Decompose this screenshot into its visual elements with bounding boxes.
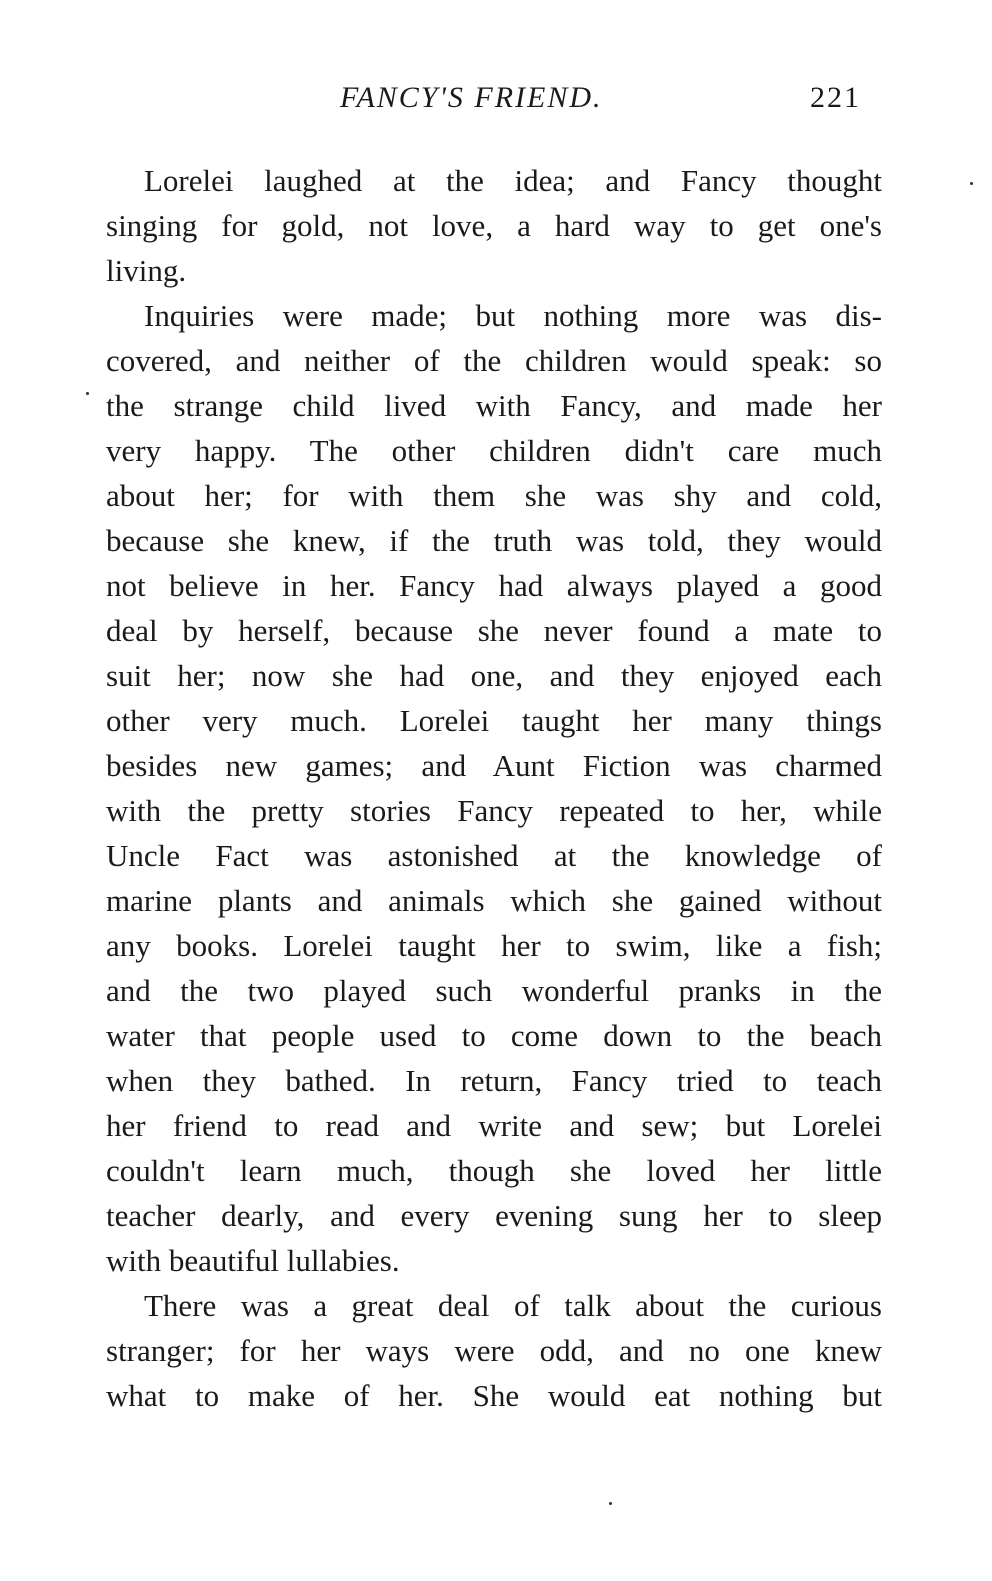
text-line: and the two played such wonderful pranks in the: [106, 973, 882, 1008]
text-line: other very much. Lorelei taught her many things: [106, 703, 882, 738]
text-line: water that people used to come down to the beach: [106, 1018, 882, 1053]
text-line: when they bathed. In return, Fancy tried to teach: [106, 1063, 882, 1098]
text-line: teacher dearly, and every evening sung her to sleep: [106, 1198, 882, 1233]
text-line: Uncle Fact was astonished at the knowledge of: [106, 838, 882, 873]
text-line: living.: [106, 253, 187, 288]
running-title: FANCY'S FRIEND.: [340, 81, 603, 114]
text-line: couldn't learn much, though she loved her little: [106, 1153, 882, 1188]
text-line: There was a great deal of talk about the curious: [144, 1288, 882, 1323]
scan-speck: [86, 392, 89, 395]
text-line: not believe in her. Fancy had always played a good: [106, 568, 882, 603]
text-line: singing for gold, not love, a hard way to get one's: [106, 208, 882, 243]
text-line: stranger; for her ways were odd, and no one knew: [106, 1333, 882, 1368]
body-text: [106, 158, 882, 1418]
text-line: besides new games; and Aunt Fiction was charmed: [106, 748, 882, 783]
text-line: very happy. The other children didn't care much: [106, 433, 882, 468]
running-head: [0, 76, 992, 120]
text-line: deal by herself, because she never found a mate to: [106, 613, 882, 648]
text-line: suit her; now she had one, and they enjoyed each: [106, 658, 882, 693]
text-line: Lorelei laughed at the idea; and Fancy thought: [144, 163, 882, 198]
text-line: covered, and neither of the children would speak: so: [106, 343, 882, 378]
text-line: about her; for with them she was shy and cold,: [106, 478, 882, 513]
text-line: any books. Lorelei taught her to swim, like a fish;: [106, 928, 882, 963]
page-number: 221: [810, 81, 861, 114]
text-line: marine plants and animals which she gained without: [106, 883, 882, 918]
scan-speck: [970, 182, 973, 185]
scan-speck: [609, 1502, 612, 1505]
text-line: Inquiries were made; but nothing more was dis-: [144, 298, 882, 333]
text-line: with beautiful lullabies.: [106, 1243, 400, 1278]
text-line: the strange child lived with Fancy, and made her: [106, 388, 882, 423]
text-line: what to make of her. She would eat nothing but: [106, 1378, 882, 1413]
text-line: with the pretty stories Fancy repeated to her, while: [106, 793, 882, 828]
text-line: her friend to read and write and sew; but Lorelei: [106, 1108, 882, 1143]
text-line: because she knew, if the truth was told, they would: [106, 523, 882, 558]
